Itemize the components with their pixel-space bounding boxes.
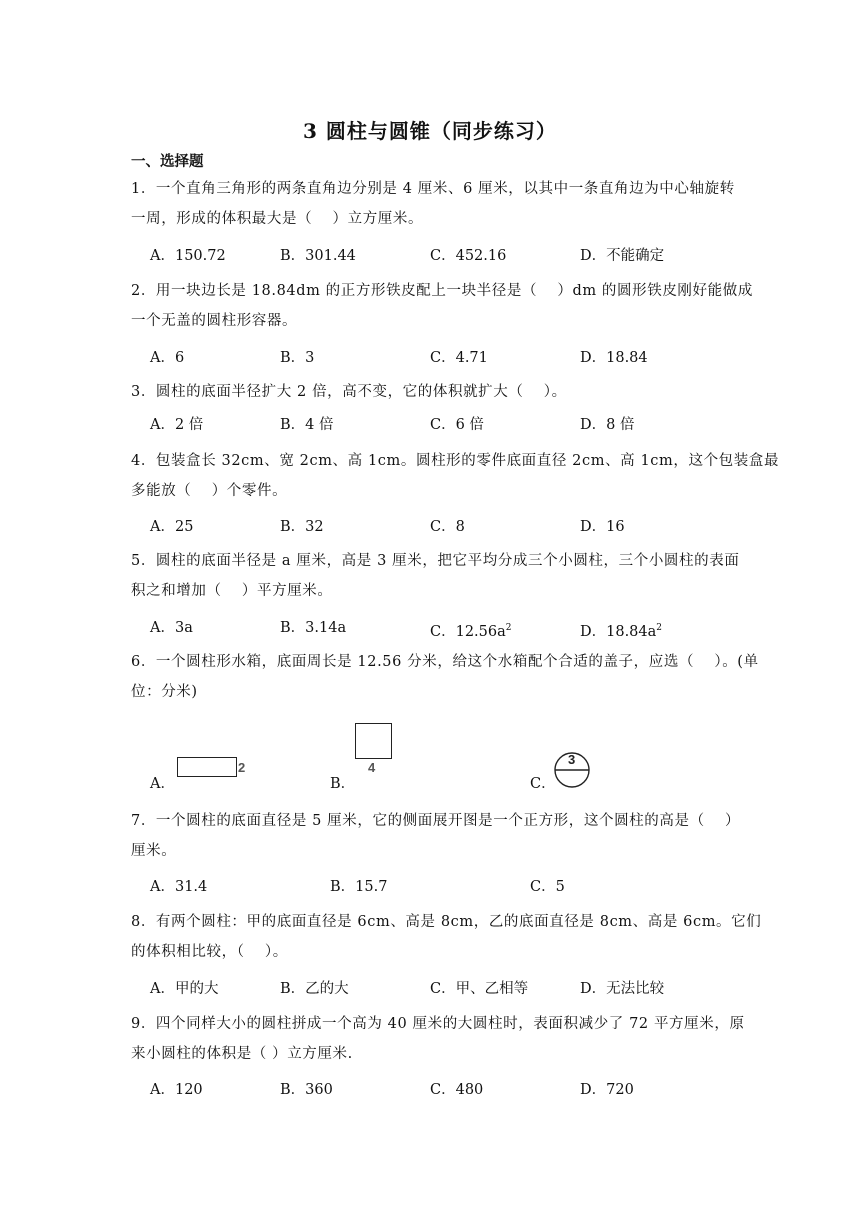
page-title: 3 圆柱与圆锥（同步练习） [303, 119, 557, 143]
question-3 [131, 377, 731, 407]
option-b: B． [330, 776, 356, 792]
option-b: B．3.14a [280, 620, 347, 636]
option-d: D．18.84 [580, 350, 648, 366]
option-b: B．3 [280, 350, 315, 366]
option-a: A．31.4 [150, 879, 208, 895]
rectangle-figure [177, 757, 237, 777]
section-heading: 一、选择题 [131, 153, 204, 170]
question-text: 4．包装盒长 32cm、宽 2cm、高 1cm。圆柱形的零件底面直径 2cm、高 1cm，这个包装盒最 [131, 453, 780, 469]
option-c: C．480 [430, 1082, 484, 1098]
question-text: 7．一个圆柱的底面直径是 5 厘米，它的侧面展开图是一个正方形，这个圆柱的高是（ ） [131, 813, 741, 829]
figure-dimension-label: 4 [368, 760, 376, 775]
option-d: D．8 倍 [580, 417, 635, 433]
question-text: 厘米。 [131, 843, 177, 859]
option-b: B．301.44 [280, 248, 356, 264]
question-7 [131, 806, 741, 866]
option-d: D．$18.84a^2$ [580, 623, 663, 640]
question-text: 3．圆柱的底面半径扩大 2 倍，高不变，它的体积就扩大（ ）。 [131, 384, 567, 400]
question-text: 一个无盖的圆柱形容器。 [131, 313, 298, 329]
question-text: 的体积相比较，（ ）。 [131, 944, 288, 960]
question-5 [131, 546, 740, 606]
option-a: A．6 [150, 350, 185, 366]
question-text: 9．四个同样大小的圆柱拼成一个高为 40 厘米的大圆柱时，表面积减少了 72 平方厘米，原 [131, 1016, 745, 1032]
option-a: A．150.72 [150, 248, 226, 264]
question-text: 1．一个直角三角形的两条直角边分别是 4 厘米、6 厘米，以其中一条直角边为中心轴旋转 [131, 181, 735, 197]
option-c: C．6 倍 [430, 417, 484, 433]
question-9 [131, 1009, 745, 1069]
option-a: A．2 倍 [150, 417, 204, 433]
question-1 [131, 174, 735, 234]
option-d: D．720 [580, 1082, 634, 1098]
option-c: C．8 [430, 519, 465, 535]
option-c: C．甲、乙相等 [430, 981, 529, 997]
option-a: A．3a [150, 620, 193, 636]
option-c: C．5 [530, 879, 565, 895]
figure-dimension-label: 3 [568, 752, 576, 767]
question-text: 一周，形成的体积最大是（ ）立方厘米。 [131, 211, 424, 227]
question-text: 8．有两个圆柱：甲的底面直径是 6cm、高是 8cm，乙的底面直径是 8cm、高是 6cm。它们 [131, 914, 762, 930]
question-text: 位：分米) [131, 684, 198, 700]
option-d: D．16 [580, 519, 625, 535]
question-text: 积之和增加（ ）平方厘米。 [131, 583, 333, 599]
question-text: 5．圆柱的底面半径是 a 厘米，高是 3 厘米，把它平均分成三个小圆柱，三个小圆柱的表面 [131, 553, 740, 569]
option-b: B．乙的大 [280, 981, 349, 997]
question-8 [131, 907, 762, 967]
option-a: A．25 [150, 519, 194, 535]
question-text: 来小圆柱的体积是（ ）立方厘米. [131, 1046, 353, 1062]
option-b: B．32 [280, 519, 324, 535]
option-b: B．360 [280, 1082, 333, 1098]
option-c: C．452.16 [430, 248, 507, 264]
figure-dimension-label: 2 [238, 760, 246, 775]
option-d: D．无法比较 [580, 981, 665, 997]
option-a: A．甲的大 [150, 981, 219, 997]
question-text: 2．用一块边长是 18.84dm 的正方形铁皮配上一块半径是（ ）dm 的圆形铁皮刚好能做成 [131, 283, 753, 299]
option-c: C．$12.56a^2$ [430, 623, 512, 640]
option-b: B．4 倍 [280, 417, 334, 433]
option-a: A．120 [150, 1082, 203, 1098]
question-text: 6．一个圆柱形水箱，底面周长是 12.56 分米，给这个水箱配个合适的盖子，应选（ ）。(单 [131, 654, 759, 670]
question-2 [131, 276, 753, 336]
option-c: C．4.71 [430, 350, 488, 366]
square-figure [355, 723, 392, 759]
option-d: D．不能确定 [580, 248, 665, 264]
question-6 [131, 647, 759, 707]
option-a: A． [150, 776, 175, 792]
question-text: 多能放（ ）个零件。 [131, 483, 288, 499]
question-4 [131, 446, 780, 506]
option-c: C． [530, 776, 556, 792]
option-b: B．15.7 [330, 879, 388, 895]
